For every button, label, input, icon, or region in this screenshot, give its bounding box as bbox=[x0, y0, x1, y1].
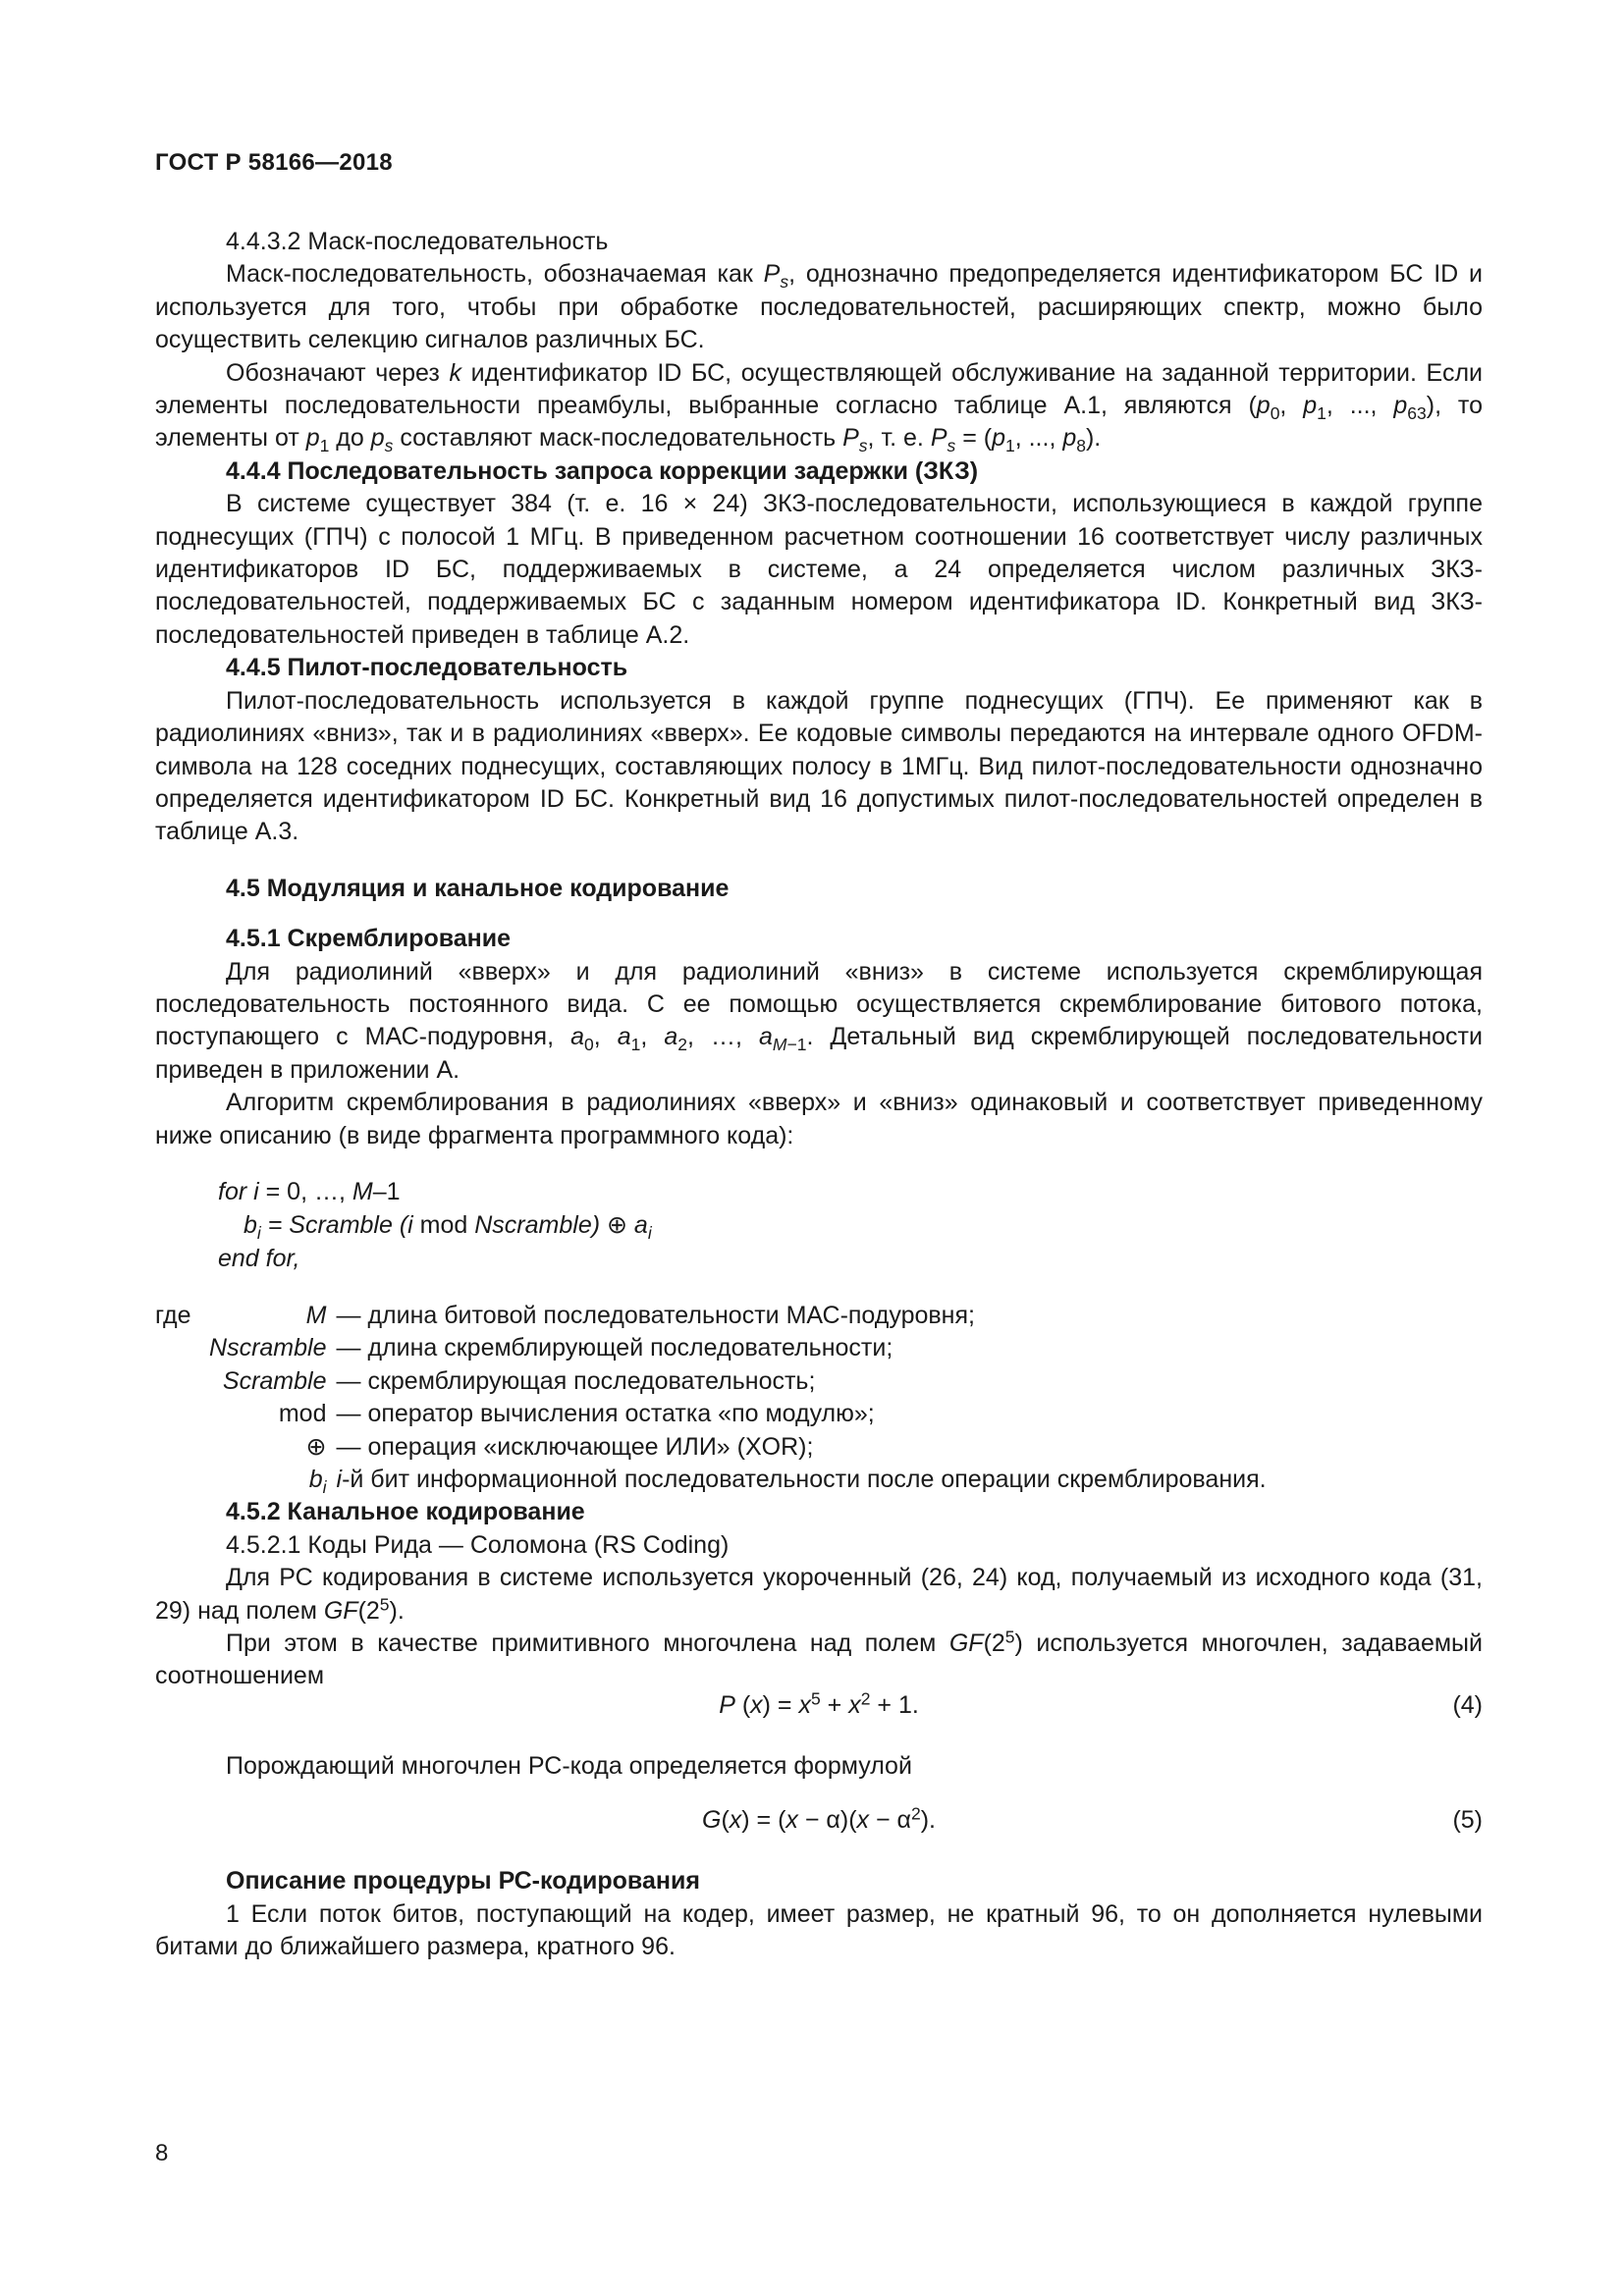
legend-row bbox=[155, 1300, 1267, 1332]
section-4-5-1-title: 4.5.1 Скремблирование bbox=[226, 925, 512, 953]
legend-term: Nscramble bbox=[209, 1334, 327, 1362]
section-4-5-2-paragraph-1: Для РС кодирования в системе используется укороченный (26, 24) код, получаемый из исходного кода (31, 29) над полем $GF(2^5)$. bbox=[155, 1564, 1483, 1625]
rs-procedure-title: Описание процедуры РС-кодирования bbox=[226, 1867, 700, 1896]
section-4-5-title: 4.5 Модуляция и канальное кодирование bbox=[226, 874, 730, 902]
legend-row bbox=[155, 1431, 1267, 1464]
spacer bbox=[155, 1152, 1483, 1176]
legend-term: mod bbox=[278, 1400, 327, 1428]
section-4-4-5-paragraph: Пилот-последовательность используется в каждой группе поднесущих (ГПЧ). Ее применяют как в радиолиниях «вниз», так и в радиолиниях «вверх». Ее кодовые символы передаются на интервале одного OFDM-символа на 128 соседних поднесущих, составляющих полосу в 1МГц. Вид пилот-последовательности однозначно определяется идентификатором ID БС. Конкретный вид 16 допустимых пилот-последовательностей определен в таблице А.3. bbox=[155, 686, 1483, 846]
legend-term: Scramble bbox=[222, 1366, 327, 1395]
formula-5-expression: $G(x) = (x - \alpha)(x - \alpha^2)$. bbox=[701, 1803, 936, 1835]
legend-description: i-й бит информационной последовательности после операции скремблирования. bbox=[336, 1466, 1267, 1493]
legend-description: — длина скремблирующей последовательности; bbox=[336, 1334, 893, 1362]
formula-5 bbox=[155, 1804, 1483, 1843]
section-4-4-4-title: 4.4.4 Последовательность запроса коррекции задержки (ЗКЗ) bbox=[226, 456, 979, 485]
formula-5-number: (5) bbox=[1452, 1806, 1483, 1835]
spacer bbox=[155, 849, 1483, 873]
formula-4 bbox=[155, 1689, 1483, 1729]
legend-row bbox=[155, 1332, 1267, 1364]
legend-term: ⊕ bbox=[305, 1432, 327, 1461]
legend-row bbox=[155, 1398, 1267, 1430]
spacer bbox=[155, 1276, 1483, 1300]
rs-procedure-step-1: 1 Если поток битов, поступающий на кодер, имеет размер, не кратный 96, то он дополняется нулевыми битами до ближайшего размера, кратного 96. bbox=[155, 1899, 1483, 1961]
formula-4-number: (4) bbox=[1452, 1690, 1483, 1719]
code-line-2: $b_i$ = Scramble (i mod Nscramble) ⊕ $a_i$ bbox=[244, 1210, 652, 1244]
document-header: ГОСТ Р 58166—2018 bbox=[155, 149, 393, 176]
legend-term: M bbox=[305, 1301, 327, 1329]
formula-4-expression: P $(x) = x^5 + x^2 + 1$. bbox=[719, 1688, 919, 1719]
legend-row bbox=[155, 1464, 1267, 1496]
legend-where-label: где bbox=[155, 1301, 191, 1329]
section-4-5-2-paragraph-2: При этом в качестве примитивного многочлена над полем $GF(2^5)$ используется многочлен, задаваемый соотношением bbox=[155, 1627, 1483, 1690]
legend-description: — длина битовой последовательности МАС-подуровня; bbox=[336, 1301, 975, 1329]
scrambling-code-fragment bbox=[155, 1176, 1483, 1276]
code-line-1: for i = 0, …, M–1 bbox=[218, 1177, 401, 1205]
spacer bbox=[155, 1847, 1483, 1865]
section-4-4-3-2-paragraph-2: Обозначают через k идентификатор ID БС, осуществляющей обслуживание на заданной территории. Если элементы последовательности преамбулы, выбранные согласно таблице А.1, являются ($p_0$, $p_1$, ..., $p_{63}$), то элементы от $p_1$ до $p_s$ составляют маск-последовательность $P_s$, т. е. $P_s = (p_1$, ..., $p_8$). bbox=[155, 358, 1483, 456]
spacer bbox=[155, 1733, 1483, 1750]
section-4-4-3-2-title: 4.4.3.2 Маск-последовательность bbox=[226, 228, 609, 255]
document-body bbox=[155, 226, 1483, 1963]
page-number: 8 bbox=[155, 2140, 169, 2166]
spacer bbox=[155, 905, 1483, 923]
section-4-5-1-paragraph-2: Алгоритм скремблирования в радиолиниях «вверх» и «вниз» одинаковый и соответствует приведенному ниже описанию (в виде фрагмента программного кода): bbox=[155, 1089, 1483, 1149]
section-4-5-2-paragraph-3: Порождающий многочлен РС-кода определяется формулой bbox=[226, 1751, 912, 1780]
spacer bbox=[155, 1783, 1483, 1800]
section-4-5-2-1-title: 4.5.2.1 Коды Рида — Соломона (RS Coding) bbox=[226, 1530, 730, 1559]
legend-description: — оператор вычисления остатка «по модулю»; bbox=[336, 1400, 875, 1428]
section-4-4-3-2-paragraph-1: Маск-последовательность, обозначаемая как $P_s$, однозначно предопределяется идентификатором БС ID и используется для того, чтобы при обработке последовательностей, расширяющих спектр, можно было осуществить селекцию сигналов различных БС. bbox=[155, 260, 1483, 354]
symbol-legend bbox=[155, 1300, 1267, 1496]
legend-term: $b_i$ bbox=[308, 1466, 327, 1498]
code-line-3: end for, bbox=[218, 1244, 300, 1272]
section-4-5-2-title: 4.5.2 Канальное кодирование bbox=[226, 1498, 585, 1526]
section-4-4-5-title: 4.4.5 Пилот-последовательность bbox=[226, 654, 628, 682]
section-4-4-4-paragraph: В системе существует 384 (т. е. 16 × 24) ЗКЗ-последовательности, использующиеся в каждой группе поднесущих (ГПЧ) с полосой 1 МГц. В приведенном расчетном соотношении 16 соответствует числу различных идентификаторов ID БС, поддерживаемых в системе, а 24 определяется числом различных ЗКЗ-последовательностей, поддерживаемых БС с заданным номером идентификатора ID. Конкретный вид ЗКЗ-последовательностей приведен в таблице А.2. bbox=[155, 490, 1483, 649]
legend-row bbox=[155, 1365, 1267, 1398]
legend-description: — операция «исключающее ИЛИ» (XOR); bbox=[336, 1432, 814, 1461]
section-4-5-1-paragraph-1: Для радиолиний «вверх» и для радиолиний «вниз» в системе используется скремблирующая последовательность постоянного вида. С ее помощью осуществляется скремблирование битового потока, поступающего с МАС-подуровня, $a_0$, $a_1$, $a_2$, …, $a_{M-1}$. Детальный вид скремблирующей последовательности приведен в приложении А. bbox=[155, 957, 1483, 1084]
legend-description: — скремблирующая последовательность; bbox=[336, 1366, 816, 1395]
